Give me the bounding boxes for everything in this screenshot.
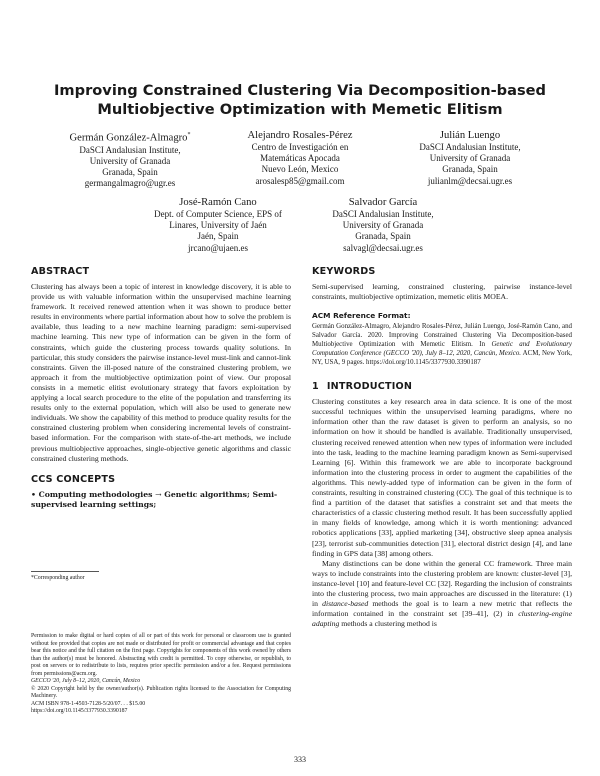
introduction-heading [312,381,572,393]
author-email[interactable]: salvagl@decsai.ugr.es [343,242,423,253]
paper-title: Improving Constrained Clustering Via Decomposition-based Multiobjective Optimization with Memetic Elitism [54,82,546,118]
author-location: Granada, Spain [102,166,158,177]
footnote: *Corresponding author [31,575,85,581]
emphasis: clustering-engine adapting [312,609,572,629]
acm-reference-authors: Germán González-Almagro, Alejandro Rosales-Pérez, Julián Luengo, José-Ramón Cano, and Salvador García. 2020. Improving Constrained Clustering Via Decomposition-based Multiobjective Optimization with Memetic Elitism. In [312,323,572,349]
author-affiliation: Linares, University of Jaén [169,220,267,231]
author-1 [40,129,220,189]
right-column [312,266,572,629]
corresponding-author-marker: * [187,132,191,138]
isbn: ACM ISBN 978-1-4503-7128-5/20/07. . . $15.00 [31,700,146,707]
text-run: methods a clustering method is [339,619,437,629]
keywords-heading: KEYWORDS [312,266,376,277]
author-location: Granada, Spain [355,231,411,242]
author-email[interactable]: julianlm@decsai.ugr.es [427,175,513,186]
permission-block [31,633,291,716]
doi-link[interactable]: https://doi.org/10.1145/3377930.3390187 [31,708,128,714]
page-number: 333 [294,755,306,764]
author-affiliation: University of Granada [89,155,171,166]
author-name: Alejandro Rosales-Pérez [247,130,353,141]
author-3 [380,129,560,187]
author-affiliation: University of Granada [429,153,511,164]
author-name: Julián Luengo [439,130,501,141]
author-location: Granada, Spain [442,164,498,175]
author-affiliation: Dept. of Computer Science, EPS of [154,209,282,219]
left-column [31,266,291,510]
author-email[interactable]: germangalmagro@ugr.es [84,178,176,189]
section-title: INTRODUCTION [326,381,413,393]
author-name: José-Ramón Cano [179,197,257,208]
author-name: Germán González-Almagro [69,132,188,144]
acm-reference-doi[interactable]: ACM, New York, NY, USA, 9 pages. https://doi.org/10.1145/3377930.3390187 [312,350,572,367]
author-email[interactable]: arosalesp85@gmail.com [255,175,345,186]
author-email[interactable]: jrcano@ujaen.es [187,242,248,253]
ccs-bullet: • [31,489,36,499]
permission-text: Permission to make digital or hard copies of all or part of this work for personal or classroom use is granted without fee provided that copies are not made or distributed for profit or commercial advantage and that copies bear this notice and the full citation on the first page. Copyrights for components of this work owned by others than the author(s) must be honored. Abstracting with credit is permitted. To copy otherwise, or republish, to post on servers or to redistribute to lists, requires prior specific permission and/or a fee. Request permissions from permissions@acm.org. [31,633,291,677]
abstract-text: Clustering has always been a topic of interest in knowledge discovery, it is able to provide us with valuable information within the unsupervised machine learning framework. It received renewed attention when it was shown to produce better results in environments where partial information about how to solve the problem is available, thus leading to a new machine learning paradigm: semi-supervised machine learning. This new type of information can be given in the form of constraints, which guide the clustering process towards quality solutions. In particular, this study considers the pairwise instance-level must-link and cannot-link constraints. Given the ill-posed nature of the constrained clustering problem, we approach it from the multiobjective optimization point of view. Our proposal consists in a memetic elitist evolutionary strategy that favors exploitation by applying a local search procedure to the elite of the population and transferring its results only to the external population, which will also be used to generate new individuals. We show the capability of this method to produce quality results for the constrained clustering problem when considering incremental levels of constraint-based information. For the comparison with state-of-the-art methods, we include previous multiobjective approaches, single-objective genetic algorithms and classic constrained clustering methods. [31,282,291,463]
conference-venue: GECCO '20, July 8–12, 2020, Cancún, Mexico [31,678,141,684]
author-affiliation: Centro de Investigación en [251,142,349,152]
author-location: Nuevo León, Mexico [261,164,339,175]
ccs-concepts [31,490,291,510]
introduction-paragraph: Clustering constitutes a key research area in data science. It is one of the most successful techniques within the unsupervised learning paradigms, where no information other than the raw dataset is given to perform an analysis, so no information on how it should be handled is available. Traditionally unsupervised, clustering received renewed attention when new types of information were included into the task, leading to the machine learning paradigm known as Semi-supervised Learning [6]. Within this framework we are able to incorporate background information into the clustering process in order to augment the capabilities of the algorithms. This newly-added type of information can be given in the form of constraints, resulting in constrained clustering (CC). The goal of this technique is to find a partition of the dataset that satisfies a constraint set and that meets the characteristics of a classic clustering method result. It has been successfully applied in many fields of knowledge, among which it is worth mentioning: advanced robotics applications [33], applied marketing [34], obstructive sleep apnea analysis [23], terrorist sub-communities detection [31], electoral district design [4], and lane finding in GPS data [38] among others. [312,397,572,558]
acm-reference-text [312,322,572,367]
acm-reference-venue: Genetic and Evolutionary Computation Conference (GECCO '20), July 8–12, 2020, Cancún, Mexico. [312,341,572,358]
keywords-text: Semi-supervised learning, constrained clustering, pairwise instance-level constraints, multiobjective optimization, memetic elitis MOEA. [312,282,572,302]
ccs-item: Genetic algorithms; Semi-supervised learning settings; [31,489,278,509]
author-affiliation: University of Granada [342,220,424,231]
author-affiliation: DaSCI Andalusian Institute, [332,209,434,219]
acm-reference-heading: ACM Reference Format: [312,311,411,321]
author-4 [128,196,308,254]
copyright-notice: © 2020 Copyright held by the owner/author(s). Publication rights licensed to the Association for Computing Machinery. [31,685,291,699]
ccs-arrow: → [155,489,162,499]
author-location: Jaén, Spain [197,231,239,242]
author-5 [293,196,473,254]
author-affiliation: Matemáticas Apocada [260,153,340,164]
text-run: Many distinctions can be done within the general CC framework. Three main ways to include constraints into the clustering problem are known: cluster-level [3], instance-level [10] and feature-level CC [32]. Regarding the inclusion of constraints into the clustering process, two main approaches are discussed in the literature: (1) in [312,558,572,609]
author-affiliation: DaSCI Andalusian Institute, [419,142,521,152]
text-run: methods the goal is to learn a new metric that reflects the information contained in the constraint set [39–41], (2) in [312,599,573,619]
section-number: 1 [312,381,319,393]
introduction-paragraph [312,559,572,630]
ccs-item: Computing methodologies [38,489,153,499]
emphasis: distance-based [322,599,369,609]
footnote-rule [31,571,99,572]
author-affiliation: DaSCI Andalusian Institute, [79,144,181,155]
author-name: Salvador García [348,197,418,208]
author-2 [210,129,390,187]
ccs-heading: CCS CONCEPTS [31,473,116,485]
abstract-heading: ABSTRACT [31,266,90,277]
